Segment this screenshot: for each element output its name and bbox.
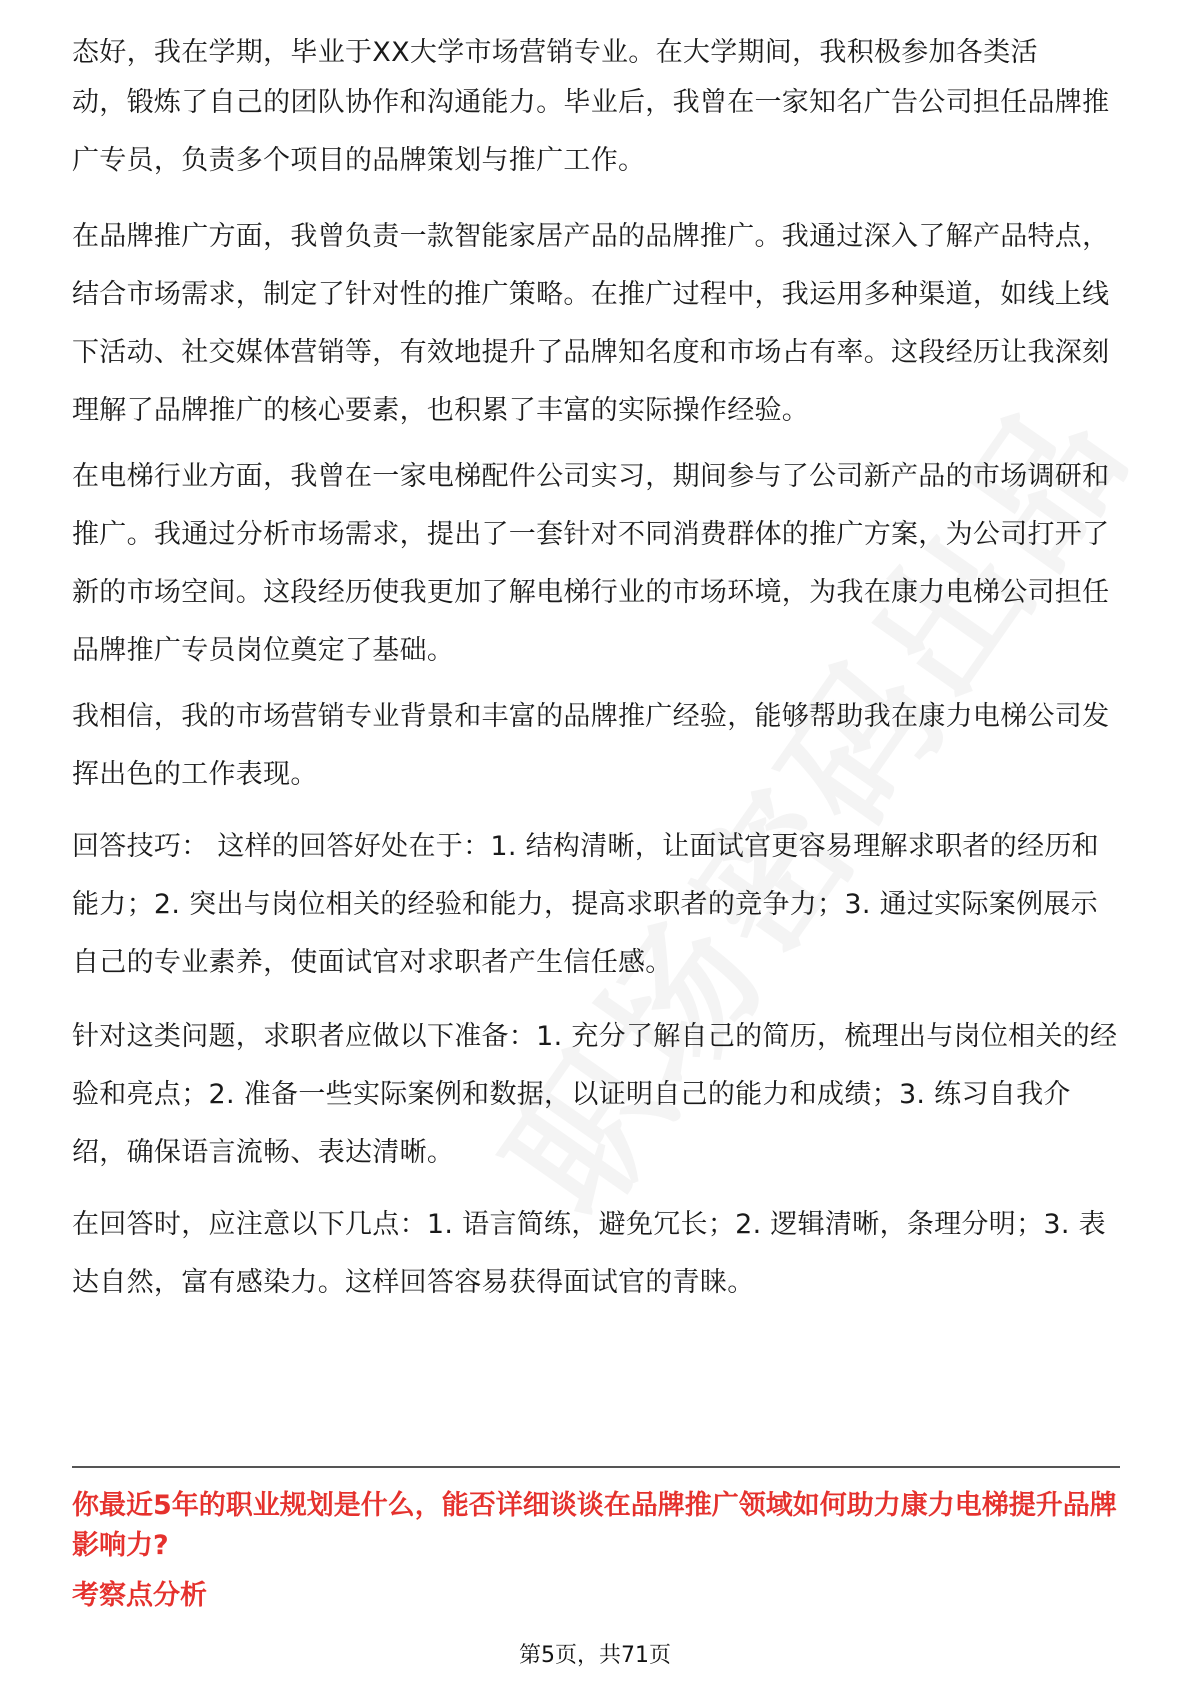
section-heading: 考察点分析 xyxy=(72,1580,207,1611)
paragraph-3: 在电梯行业方面，我曾在一家电梯配件公司实习，期间参与了公司新产品的市场调研和推广。我通过分析市场需求，提出了一套针对不同消费群体的推广方案，为公司打开了新的市场空间。这段经历使我更加了解电梯行业的市场环境，为我在康力电梯公司担任品牌推广专员岗位奠定了基础。 xyxy=(72,461,1110,666)
paragraph-4: 我相信，我的市场营销专业背景和丰富的品牌推广经验，能够帮助我在康力电梯公司发挥出色的工作表现。 xyxy=(72,701,1110,790)
interview-question: 你最近5年的职业规划是什么，能否详细谈谈在品牌推广领域如何助力康力电梯提升品牌影响力? xyxy=(72,1490,1117,1561)
paragraph-answer-tips: 回答技巧： 这样的回答好处在于：1. 结构清晰，让面试官更容易理解求职者的经历和能力；2. 突出与岗位相关的经验和能力，提高求职者的竞争力；3. 通过实际案例展示自己的专业素养，使面试官对求职者产生信任感。 xyxy=(72,831,1099,978)
cut-off-top-line xyxy=(72,38,1120,68)
paragraph-preparation: 针对这类问题，求职者应做以下准备：1. 充分了解自己的简历，梳理出与岗位相关的经验和亮点；2. 准备一些实际案例和数据，以证明自己的能力和成绩；3. 练习自我介绍，确保语言流畅、表达清晰。 xyxy=(72,1021,1118,1168)
page-footer: 第5页，共71页 xyxy=(519,1643,671,1668)
paragraph-2: 在品牌推广方面，我曾负责一款智能家居产品的品牌推广。我通过深入了解产品特点，结合市场需求，制定了针对性的推广策略。在推广过程中，我运用多种渠道，如线上线下活动、社交媒体营销等，有效地提升了品牌知名度和市场占有率。这段经历让我深刻理解了品牌推广的核心要素，也积累了丰富的实际操作经验。 xyxy=(72,221,1110,426)
cut-off-text: 态好，我在学期，毕业于XX大学市场营销专业。在大学期间，我积极参加各类活 xyxy=(72,38,1038,68)
paragraph-1: 动，锻炼了自己的团队协作和沟通能力。毕业后，我曾在一家知名广告公司担任品牌推广专员，负责多个项目的品牌策划与推广工作。 xyxy=(72,87,1110,176)
section-divider xyxy=(72,1466,1120,1468)
paragraph-notes: 在回答时，应注意以下几点：1. 语言简练，避免冗长；2. 逻辑清晰，条理分明；3. 表达自然，富有感染力。这样回答容易获得面试官的青睐。 xyxy=(72,1209,1106,1298)
document-page xyxy=(72,0,1120,1684)
